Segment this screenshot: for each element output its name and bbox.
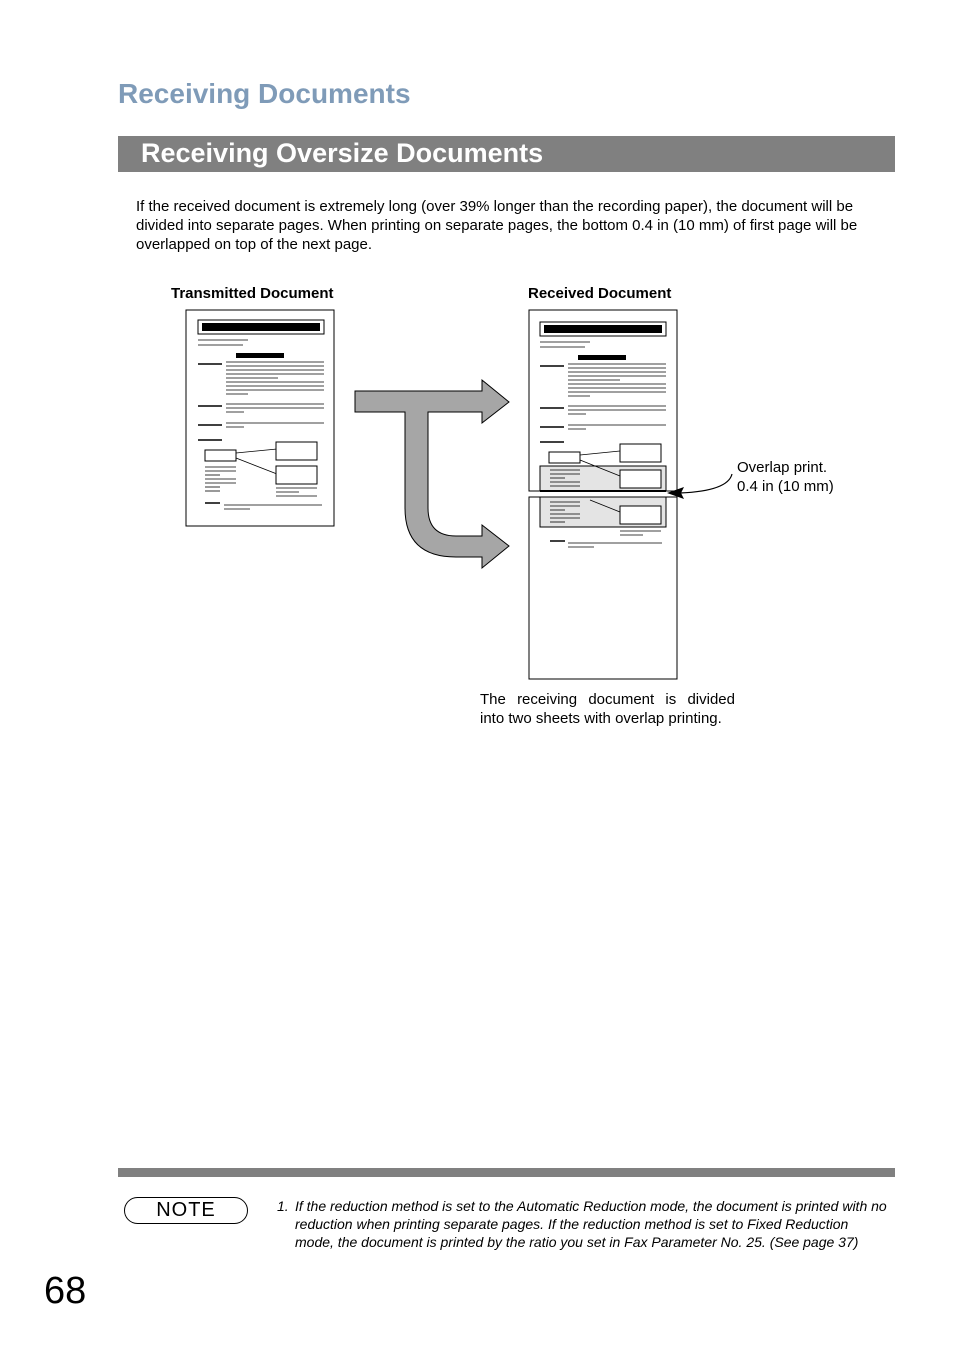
transmitted-document (186, 310, 334, 526)
received-document-label: Received Document (528, 285, 672, 302)
overlap-pointer-icon (680, 474, 732, 493)
page-title: Receiving Oversize Documents (141, 138, 544, 168)
page-number: 68 (44, 1270, 87, 1312)
note-body: If the reduction method is set to the Automatic Reduction mode, the document is printed with no reduction when printing separate pages. If the reduction method is set to Fixed Reduction mode, the document is printed by the ratio you set in Fax Parameter No. 25. (See page 37) (295, 1198, 887, 1250)
note-badge: NOTE (124, 1197, 248, 1224)
note-divider (118, 1168, 895, 1177)
received-sheet-1 (529, 310, 677, 491)
transmitted-document-label: Transmitted Document (171, 285, 334, 302)
overlap-label: Overlap print. 0.4 in (10 mm) (737, 459, 834, 495)
received-sheet-2 (529, 497, 677, 679)
intro-paragraph: If the received document is extremely long (over 39% longer than the recording paper), the document will be divided into separate pages. When printing on separate pages, the bottom 0.4 in (10 mm) of first page will be overlapped on top of the next page. (136, 198, 858, 253)
split-arrow-icon (355, 380, 509, 568)
section-title: Receiving Documents (118, 78, 411, 109)
diagram-caption: The receiving document is divided into two sheets with overlap printing. (480, 691, 735, 727)
note-number: 1. (277, 1198, 289, 1214)
